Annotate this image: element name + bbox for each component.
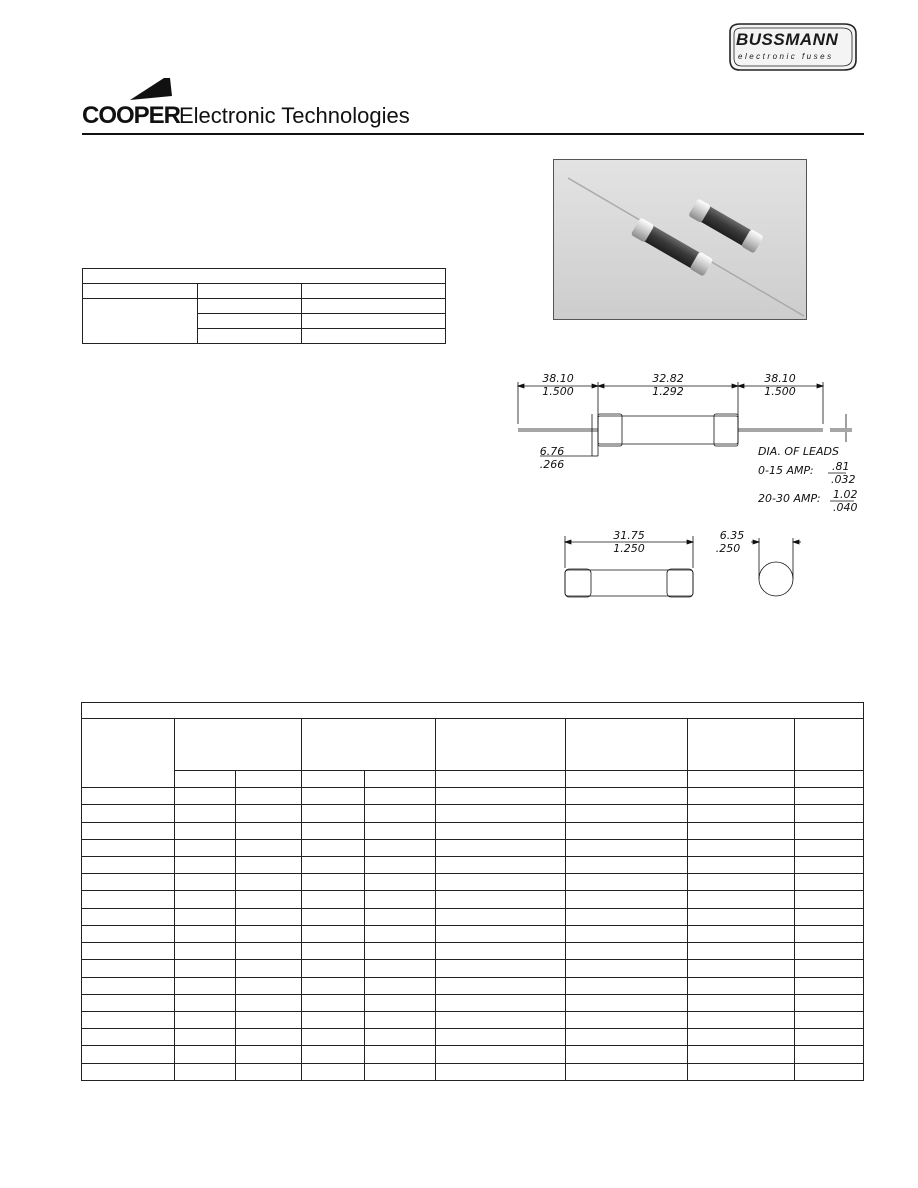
table-cell <box>236 1063 302 1080</box>
table-cell <box>365 908 436 925</box>
table-cell <box>302 874 365 891</box>
table-cell <box>82 839 175 856</box>
product-photo <box>553 159 807 320</box>
bussmann-wordmark: BUSSMANN <box>736 30 839 49</box>
spec-table <box>82 268 446 343</box>
header-divider <box>82 133 864 135</box>
table-cell <box>795 1046 864 1063</box>
table-cell <box>688 977 795 994</box>
table-cell <box>82 960 175 977</box>
table-subheader-row <box>82 770 864 787</box>
table-cell <box>566 891 688 908</box>
table-row <box>82 874 864 891</box>
table-cell <box>82 908 175 925</box>
table-cell <box>302 788 365 805</box>
table-cell <box>566 943 688 960</box>
table-cell <box>795 891 864 908</box>
table-cell <box>688 960 795 977</box>
table-cell <box>82 703 864 719</box>
table-cell <box>236 1029 302 1046</box>
amp2-mm: 1.02 <box>833 488 858 501</box>
table-cell <box>236 943 302 960</box>
table-cell <box>795 770 864 787</box>
table-cell <box>82 977 175 994</box>
table-cell <box>365 1046 436 1063</box>
table-cell <box>795 960 864 977</box>
table-cell <box>688 994 795 1011</box>
table-cell <box>365 891 436 908</box>
table-cell <box>175 925 236 942</box>
dim-cap-in: .266 <box>539 458 565 471</box>
table-cell <box>566 822 688 839</box>
table-row <box>82 839 864 856</box>
table-cell <box>365 874 436 891</box>
table-cell <box>436 822 566 839</box>
table-cell <box>302 822 365 839</box>
table-cell <box>302 925 365 942</box>
table-row <box>82 788 864 805</box>
table-cell <box>436 857 566 874</box>
table-cell <box>365 994 436 1011</box>
table-cell <box>236 839 302 856</box>
table-cell <box>236 857 302 874</box>
table-cell <box>566 874 688 891</box>
table-row <box>82 943 864 960</box>
dim-cap-mm: 6.76 <box>539 445 565 458</box>
table-cell <box>795 874 864 891</box>
table-cell <box>436 977 566 994</box>
amp2-in: .040 <box>833 501 858 514</box>
table-cell <box>83 299 198 344</box>
dim-right-lead-in: 1.500 <box>764 385 796 398</box>
table-title-row <box>82 703 864 719</box>
table-cell <box>795 788 864 805</box>
table-cell <box>566 908 688 925</box>
table-cell <box>175 1029 236 1046</box>
table-cell <box>82 719 175 788</box>
table-cell <box>688 1029 795 1046</box>
table-row <box>82 891 864 908</box>
table-cell <box>365 925 436 942</box>
ratings-table <box>81 702 864 1081</box>
amp1-label: 0-15 AMP: <box>758 464 814 477</box>
table-cell <box>688 943 795 960</box>
cooper-logo <box>82 78 442 130</box>
table-cell <box>302 805 365 822</box>
table-cell <box>688 908 795 925</box>
bussmann-logo <box>726 22 860 72</box>
amp1-in: .032 <box>831 473 856 486</box>
table-cell <box>795 857 864 874</box>
table-row <box>82 1046 864 1063</box>
table-cell <box>566 1046 688 1063</box>
table-row <box>82 977 864 994</box>
table-cell <box>82 925 175 942</box>
table-cell <box>236 788 302 805</box>
table-cell <box>365 788 436 805</box>
table-cell <box>175 891 236 908</box>
dim-left-lead-mm: 38.10 <box>542 372 574 385</box>
table-cell <box>436 874 566 891</box>
cooper-wordmark: COOPER <box>82 102 181 129</box>
table-cell <box>566 1011 688 1028</box>
table-cell <box>795 805 864 822</box>
table-cell <box>236 770 302 787</box>
table-cell <box>688 1063 795 1080</box>
table-cell <box>688 925 795 942</box>
table-cell <box>566 977 688 994</box>
table-cell <box>365 1063 436 1080</box>
table-cell <box>566 857 688 874</box>
table-cell <box>236 994 302 1011</box>
table-cell <box>236 960 302 977</box>
table-cell <box>566 925 688 942</box>
table-cell <box>236 908 302 925</box>
table-row <box>82 822 864 839</box>
table-cell <box>795 1063 864 1080</box>
amp1-mm: .81 <box>832 460 850 473</box>
table-cell <box>688 822 795 839</box>
table-cell <box>566 788 688 805</box>
table-cell <box>302 908 365 925</box>
table-header-row <box>82 719 864 771</box>
table-cell <box>175 874 236 891</box>
table-cell <box>302 1063 365 1080</box>
dim-dia-mm: 6.35 <box>719 529 745 542</box>
table-cell <box>82 891 175 908</box>
table-cell <box>795 994 864 1011</box>
table-cell <box>236 822 302 839</box>
table-cell <box>198 314 302 329</box>
dimension-drawing-cartridge <box>555 528 805 598</box>
table-cell <box>566 719 688 771</box>
table-cell <box>365 822 436 839</box>
table-cell <box>566 1029 688 1046</box>
table-row <box>83 299 446 314</box>
table-cell <box>198 329 302 344</box>
table-cell <box>82 857 175 874</box>
table-cell <box>302 719 436 771</box>
table-cell <box>688 874 795 891</box>
table-cell <box>175 960 236 977</box>
table-cell <box>795 1029 864 1046</box>
table-cell <box>566 960 688 977</box>
table-cell <box>82 994 175 1011</box>
table-cell <box>365 839 436 856</box>
table-cell <box>82 788 175 805</box>
dim-left-lead-in: 1.500 <box>542 385 574 398</box>
table-cell <box>795 822 864 839</box>
table-cell <box>795 925 864 942</box>
table-cell <box>198 284 302 299</box>
table-cell <box>795 977 864 994</box>
table-cell <box>365 943 436 960</box>
table-cell <box>236 1046 302 1063</box>
table-cell <box>175 770 236 787</box>
table-row <box>82 857 864 874</box>
table-row <box>82 908 864 925</box>
table-cell <box>365 805 436 822</box>
dim-length-mm: 31.75 <box>613 529 645 542</box>
table-cell <box>175 1046 236 1063</box>
table-cell <box>688 857 795 874</box>
table-cell <box>795 943 864 960</box>
table-cell <box>365 977 436 994</box>
table-cell <box>436 1063 566 1080</box>
table-row <box>82 805 864 822</box>
table-cell <box>688 788 795 805</box>
table-cell <box>82 874 175 891</box>
table-cell <box>175 977 236 994</box>
table-cell <box>436 891 566 908</box>
table-cell <box>236 891 302 908</box>
table-cell <box>566 805 688 822</box>
table-cell <box>175 1063 236 1080</box>
table-cell <box>302 284 446 299</box>
table-row <box>82 1029 864 1046</box>
table-cell <box>175 805 236 822</box>
table-cell <box>688 891 795 908</box>
table-row <box>83 269 446 284</box>
table-cell <box>175 1011 236 1028</box>
table-cell <box>365 1029 436 1046</box>
table-cell <box>566 839 688 856</box>
amp2-label: 20-30 AMP: <box>758 492 821 505</box>
table-cell <box>302 1011 365 1028</box>
table-cell <box>566 770 688 787</box>
table-cell <box>83 284 198 299</box>
table-cell <box>175 788 236 805</box>
table-cell <box>365 857 436 874</box>
table-cell <box>436 994 566 1011</box>
table-cell <box>436 1046 566 1063</box>
cooper-division-name: Electronic Technologies <box>179 103 410 128</box>
table-row <box>82 925 864 942</box>
dim-right-lead-mm: 38.10 <box>764 372 796 385</box>
table-cell <box>82 805 175 822</box>
table-cell <box>302 299 446 314</box>
table-cell <box>436 839 566 856</box>
table-cell <box>302 329 446 344</box>
table-cell <box>236 977 302 994</box>
table-cell <box>365 960 436 977</box>
table-cell <box>688 839 795 856</box>
table-cell <box>302 960 365 977</box>
table-cell <box>302 994 365 1011</box>
table-cell <box>175 943 236 960</box>
table-cell <box>302 891 365 908</box>
table-cell <box>82 943 175 960</box>
table-cell <box>436 770 566 787</box>
table-cell <box>236 925 302 942</box>
table-cell <box>302 770 365 787</box>
table-cell <box>302 1029 365 1046</box>
table-cell <box>436 908 566 925</box>
table-row <box>82 994 864 1011</box>
dim-body-mm: 32.82 <box>652 372 684 385</box>
table-cell <box>688 1011 795 1028</box>
table-cell <box>795 839 864 856</box>
table-row <box>83 284 446 299</box>
table-cell <box>688 1046 795 1063</box>
table-cell <box>365 1011 436 1028</box>
table-cell <box>436 925 566 942</box>
table-cell <box>175 994 236 1011</box>
dim-length-in: 1.250 <box>613 542 645 555</box>
table-cell <box>436 719 566 771</box>
table-cell <box>566 1063 688 1080</box>
dim-dia-in: .250 <box>715 542 741 555</box>
table-row <box>82 1011 864 1028</box>
table-cell <box>175 908 236 925</box>
table-cell <box>302 314 446 329</box>
table-cell <box>175 719 302 771</box>
table-row <box>82 960 864 977</box>
table-cell <box>175 822 236 839</box>
table-cell <box>795 719 864 771</box>
table-cell <box>302 839 365 856</box>
table-cell <box>688 770 795 787</box>
table-cell <box>82 1046 175 1063</box>
table-cell <box>566 994 688 1011</box>
table-cell <box>82 822 175 839</box>
bussmann-tagline: electronic fuses <box>738 52 834 61</box>
table-cell <box>236 1011 302 1028</box>
table-cell <box>365 770 436 787</box>
table-cell <box>175 839 236 856</box>
table-cell <box>436 805 566 822</box>
table-cell <box>82 1011 175 1028</box>
table-cell <box>198 299 302 314</box>
table-cell <box>688 805 795 822</box>
table-cell <box>436 1029 566 1046</box>
table-cell <box>795 908 864 925</box>
table-cell <box>436 788 566 805</box>
table-cell <box>436 1011 566 1028</box>
dimension-drawing-leaded <box>510 366 860 516</box>
table-cell <box>82 1063 175 1080</box>
dia-leads-label: DIA. OF LEADS <box>758 445 839 458</box>
table-cell <box>795 1011 864 1028</box>
dim-body-in: 1.292 <box>652 385 684 398</box>
table-cell <box>302 857 365 874</box>
table-cell <box>236 874 302 891</box>
table-cell <box>436 943 566 960</box>
table-cell <box>175 857 236 874</box>
table-cell <box>302 977 365 994</box>
table-cell <box>436 960 566 977</box>
table-cell <box>83 269 446 284</box>
table-cell <box>302 1046 365 1063</box>
table-row <box>82 1063 864 1080</box>
table-cell <box>302 943 365 960</box>
table-cell <box>82 1029 175 1046</box>
table-cell <box>236 805 302 822</box>
table-cell <box>688 719 795 771</box>
